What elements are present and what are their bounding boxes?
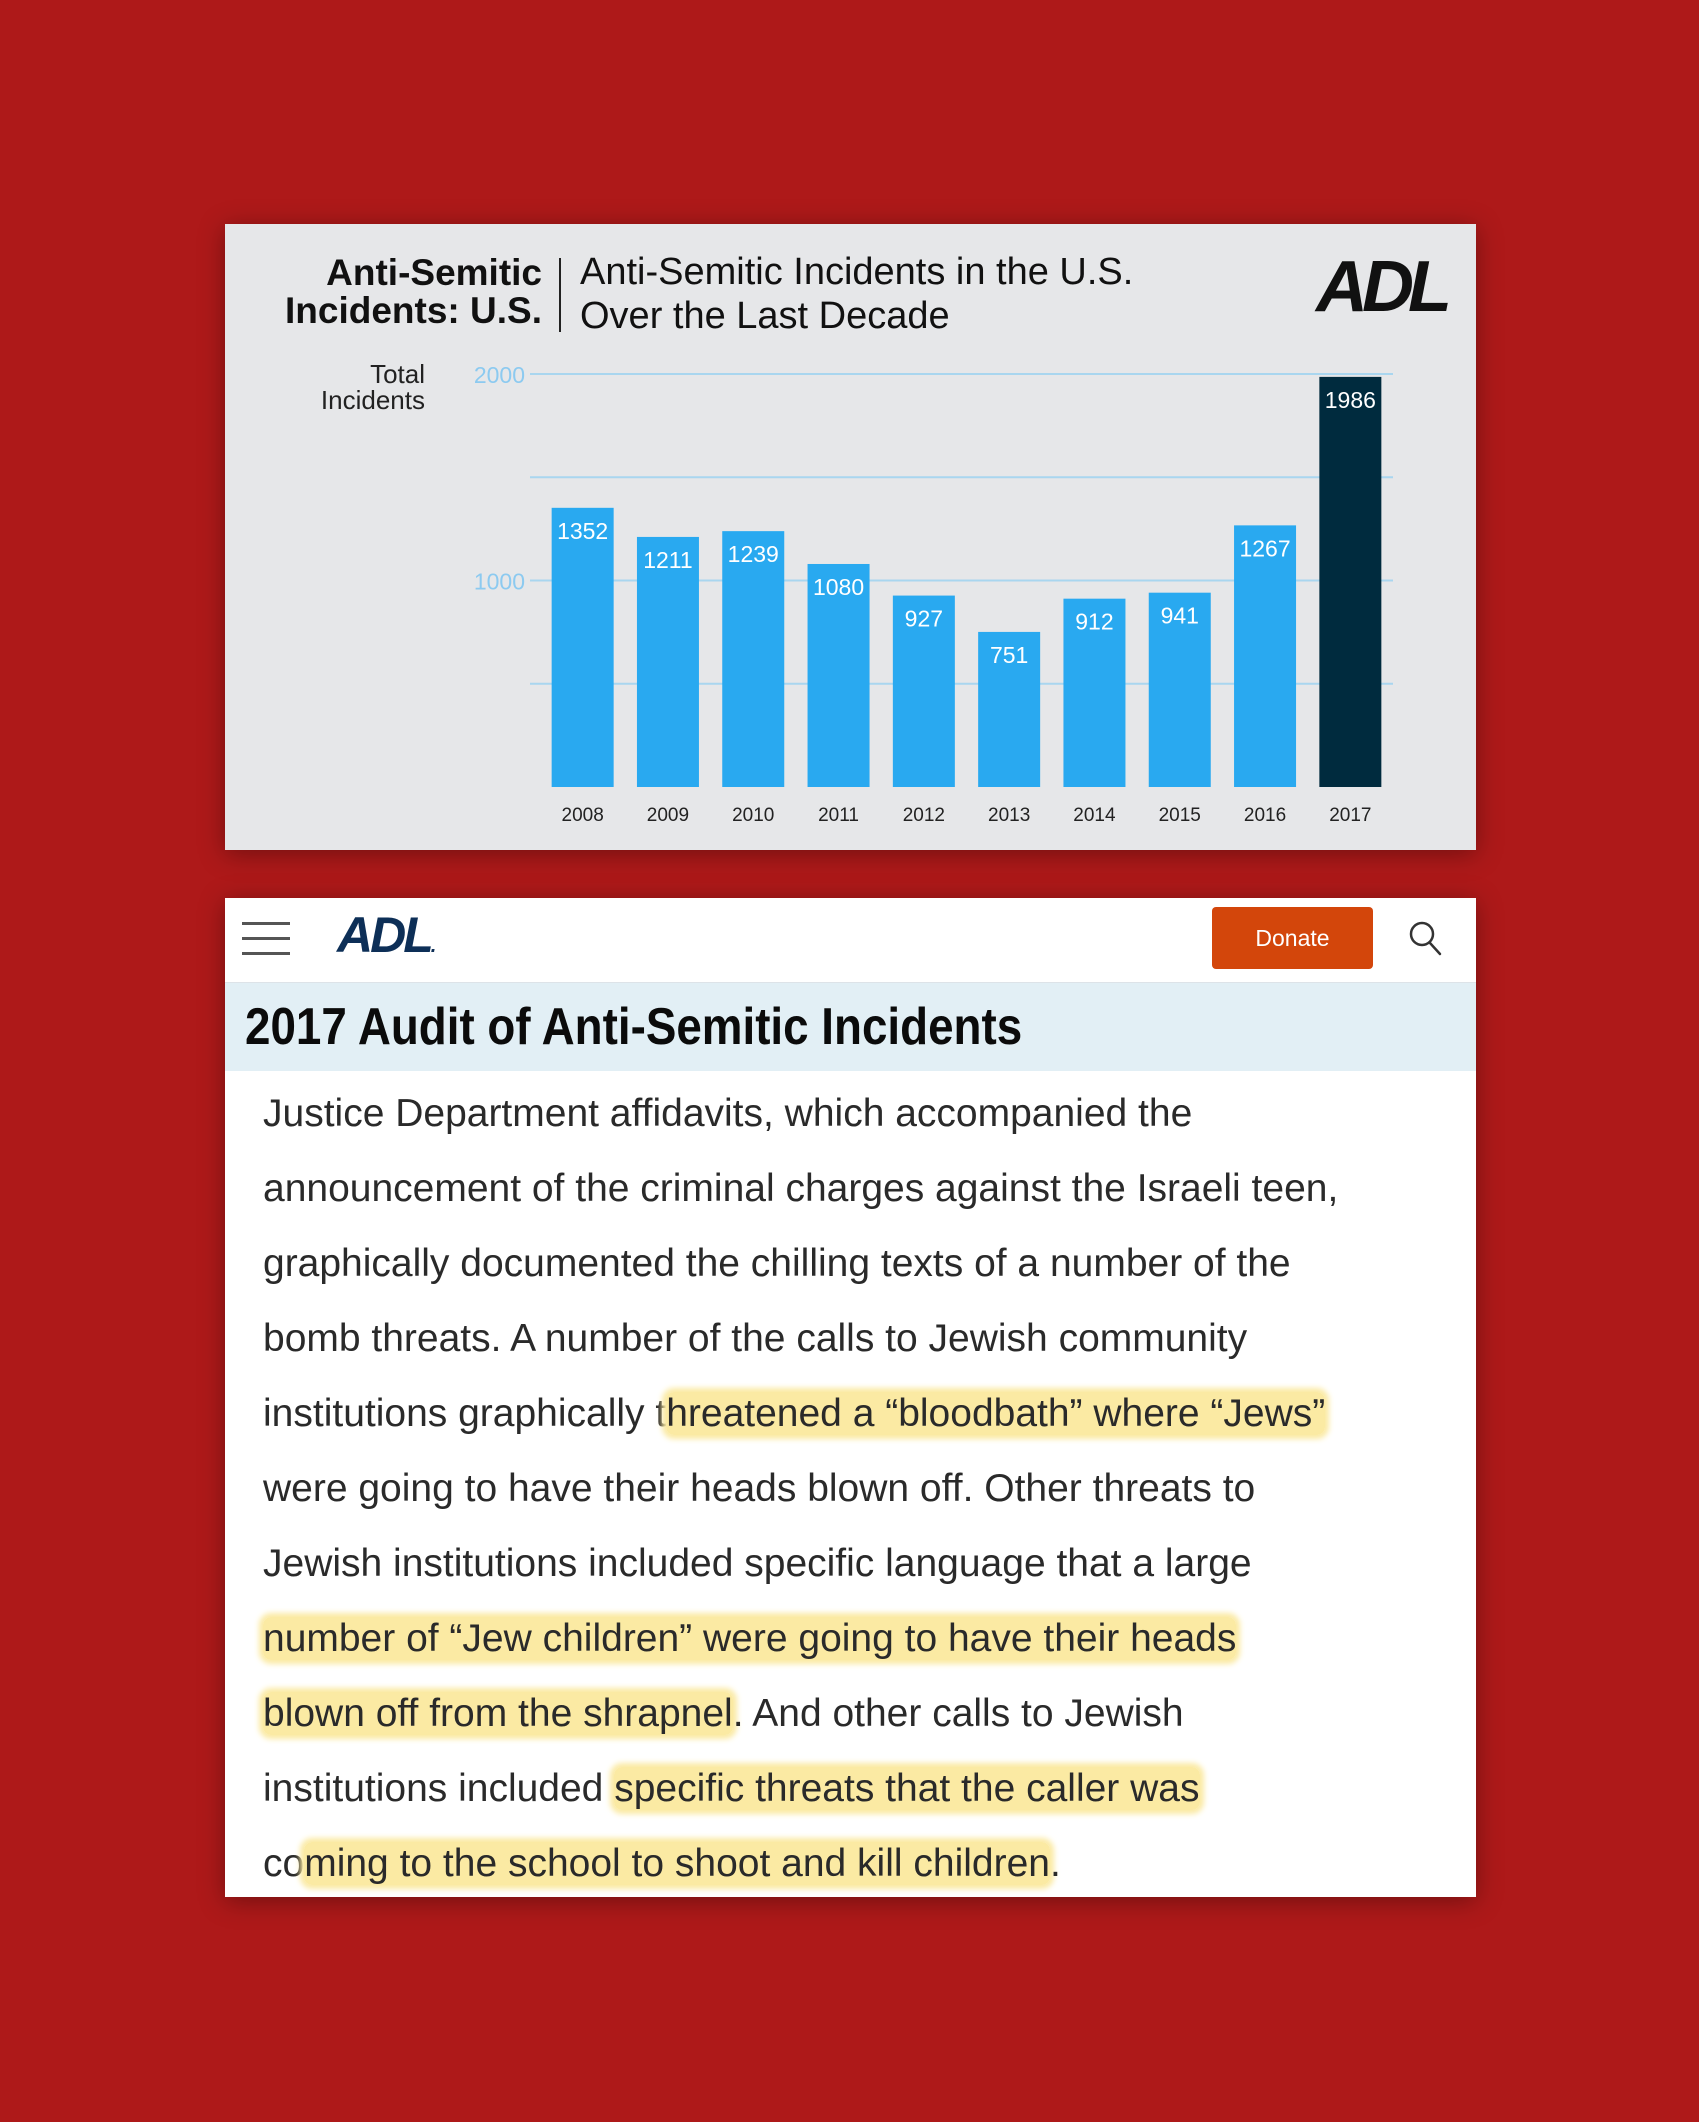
x-tick-label: 2013 bbox=[988, 805, 1031, 826]
text-segment: graphically documented the chilling texts of a number of the bbox=[263, 1242, 1291, 1285]
bar-value-label: 1239 bbox=[727, 541, 779, 568]
bar bbox=[1234, 525, 1296, 787]
adl-logo: ADL bbox=[1316, 247, 1446, 327]
article-line bbox=[263, 1376, 1443, 1451]
x-tick-label: 2015 bbox=[1158, 805, 1201, 826]
highlighted-text: number of “Jew children” were going to have their heads bbox=[263, 1617, 1237, 1660]
y-axis-title-line: Incidents bbox=[320, 385, 425, 415]
y-tick-label: 1000 bbox=[473, 568, 525, 595]
highlighted-text: hreatened a “bloodbath” where “Jews” bbox=[666, 1392, 1326, 1435]
x-tick-label: 2012 bbox=[902, 805, 945, 826]
article-line bbox=[263, 1601, 1443, 1676]
chart-left-title-line: Incidents: U.S. bbox=[285, 290, 542, 331]
article-line bbox=[263, 1301, 1443, 1376]
bar-value-label: 1080 bbox=[812, 573, 865, 600]
article-line bbox=[263, 1826, 1443, 1897]
hamburger-icon[interactable] bbox=[242, 920, 290, 958]
bar bbox=[637, 537, 699, 787]
bar-value-label: 751 bbox=[989, 641, 1029, 668]
x-tick-label: 2009 bbox=[646, 805, 690, 826]
y-axis-title-line: Total bbox=[370, 359, 425, 389]
bar bbox=[1319, 377, 1381, 787]
bar-value-label: 1986 bbox=[1324, 386, 1376, 413]
text-segment: . bbox=[1049, 1842, 1061, 1885]
chart-title-line: Anti-Semitic Incidents in the U.S. bbox=[580, 251, 1134, 293]
highlighted-text: specific threats that the caller was bbox=[614, 1767, 1200, 1810]
chart-left-title-line: Anti-Semitic bbox=[326, 252, 542, 293]
text-segment: institutions graphically t bbox=[263, 1392, 667, 1435]
page-title: 2017 Audit of Anti-Semitic Incidents bbox=[245, 998, 1023, 1056]
x-tick-label: 2011 bbox=[818, 805, 859, 826]
adl-logo-text: ADL bbox=[337, 907, 431, 963]
article-line bbox=[263, 1226, 1443, 1301]
article-card bbox=[225, 898, 1476, 1897]
article-line bbox=[263, 1076, 1443, 1151]
text-segment: were going to have their heads blown off. Other threats to bbox=[263, 1467, 1256, 1510]
x-tick-label: 2010 bbox=[732, 805, 775, 826]
adl-logo-nav[interactable] bbox=[337, 906, 436, 964]
chart-title-line: Over the Last Decade bbox=[580, 295, 950, 337]
article-line bbox=[263, 1451, 1443, 1526]
article-body bbox=[263, 1076, 1443, 1897]
nav-bar bbox=[225, 898, 1476, 983]
bar-value-label: 912 bbox=[1075, 608, 1114, 635]
donate-button[interactable]: Donate bbox=[1212, 907, 1373, 969]
x-tick-label: 2008 bbox=[561, 805, 604, 826]
adl-logo-dot: . bbox=[430, 935, 437, 957]
x-tick-label: 2014 bbox=[1073, 805, 1116, 826]
title-band bbox=[225, 983, 1476, 1071]
bar-value-label: 941 bbox=[1160, 602, 1199, 629]
bar-chart bbox=[225, 224, 1476, 850]
bar-value-label: 1352 bbox=[557, 517, 609, 544]
text-segment: Justice Department affidavits, which accompanied the bbox=[263, 1092, 1193, 1135]
article-line bbox=[263, 1526, 1443, 1601]
bar-value-label: 1211 bbox=[643, 546, 693, 573]
x-tick-label: 2016 bbox=[1243, 805, 1287, 826]
highlighted-text: ming to the school to shoot and kill children bbox=[304, 1842, 1050, 1885]
text-segment: co bbox=[263, 1842, 305, 1885]
highlighted-text: blown off from the shrapnel bbox=[263, 1692, 733, 1735]
text-segment: . And other calls to Jewish bbox=[732, 1692, 1184, 1735]
text-segment: announcement of the criminal charges against the Israeli teen, bbox=[263, 1167, 1339, 1210]
chart-card bbox=[225, 224, 1476, 850]
y-tick-label: 2000 bbox=[473, 362, 525, 388]
article-line bbox=[263, 1151, 1443, 1226]
bar bbox=[722, 531, 784, 787]
text-segment: Jewish institutions included specific language that a large bbox=[263, 1542, 1252, 1585]
bar bbox=[552, 508, 614, 787]
text-segment: institutions included bbox=[263, 1767, 615, 1810]
x-tick-label: 2017 bbox=[1329, 805, 1372, 826]
article-line bbox=[263, 1751, 1443, 1826]
article-line bbox=[263, 1676, 1443, 1751]
bar-value-label: 1267 bbox=[1239, 535, 1291, 562]
text-segment: bomb threats. A number of the calls to Jewish community bbox=[263, 1317, 1248, 1360]
search-icon[interactable] bbox=[1408, 920, 1442, 956]
bar-value-label: 927 bbox=[904, 605, 944, 632]
